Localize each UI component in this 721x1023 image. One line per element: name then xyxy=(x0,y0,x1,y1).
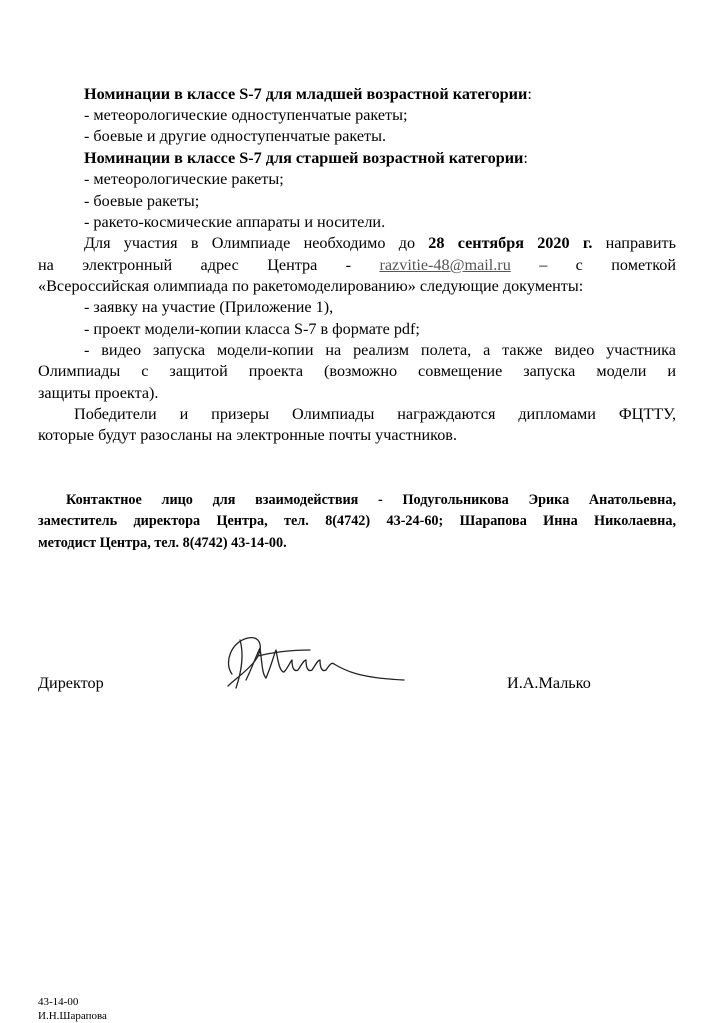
doc-item-video-end: защиты проекта). xyxy=(38,384,159,402)
contact-line-3: методист Центра, тел. 8(4742) 43-14-00. xyxy=(38,534,287,551)
deadline-date: 28 сентября 2020 г. xyxy=(428,234,593,252)
director-name: И.А.Малько xyxy=(507,674,591,692)
participation-line-3: «Всероссийская олимпиада по ракетомоделированию» следующие документы: xyxy=(38,277,584,295)
list-item: - боевые ракеты; xyxy=(84,192,200,210)
senior-heading: Номинации в классе S-7 для старшей возрастной категории: xyxy=(84,149,528,167)
email-link[interactable]: razvitie-48@mail.ru xyxy=(379,256,511,274)
winners-line-2: которые будут разосланы на электронные почты участников. xyxy=(38,426,457,444)
participation-line-2: на электронный адрес Центра - razvitie-48@mail.ru – с пометкой xyxy=(38,256,676,274)
list-item: - метеорологические одноступенчатые ракеты; xyxy=(84,106,408,124)
doc-item-video: - видео запуска модели-копии на реализм полета, а также видео участника xyxy=(84,341,676,359)
contact-line-2: заместитель директора Центра, тел. 8(4742) 43-24-60; Шарапова Инна Николаевна, xyxy=(38,513,676,530)
footer-phone: 43-14-00 xyxy=(38,996,79,1008)
contact-block xyxy=(38,490,676,554)
footer-author: И.Н.Шарапова xyxy=(38,1010,107,1022)
winners-line-1: Победители и призеры Олимпиады награждаются дипломами ФЦТТУ, xyxy=(74,405,676,423)
doc-item: - заявку на участие (Приложение 1), xyxy=(84,298,334,316)
participation-line-1: Для участия в Олимпиаде необходимо до 28 сентября 2020 г. направить xyxy=(84,234,676,252)
doc-item: - проект модели-копии класса S-7 в формате pdf; xyxy=(84,320,420,338)
contact-line-1: Контактное лицо для взаимодействия - Подугольникова Эрика Анатольевна, xyxy=(66,492,676,508)
doc-item-video-cont: Олимпиады с защитой проекта (возможно совмещение запуска модели и xyxy=(38,362,676,380)
list-item: - боевые и другие одноступенчатые ракеты. xyxy=(84,127,387,145)
junior-heading: Номинации в классе S-7 для младшей возрастной категории: xyxy=(84,85,532,103)
signature-icon xyxy=(218,628,413,698)
director-title: Директор xyxy=(38,674,104,692)
list-item: - ракето-космические аппараты и носители. xyxy=(84,213,386,231)
list-item: - метеорологические ракеты; xyxy=(84,170,284,188)
